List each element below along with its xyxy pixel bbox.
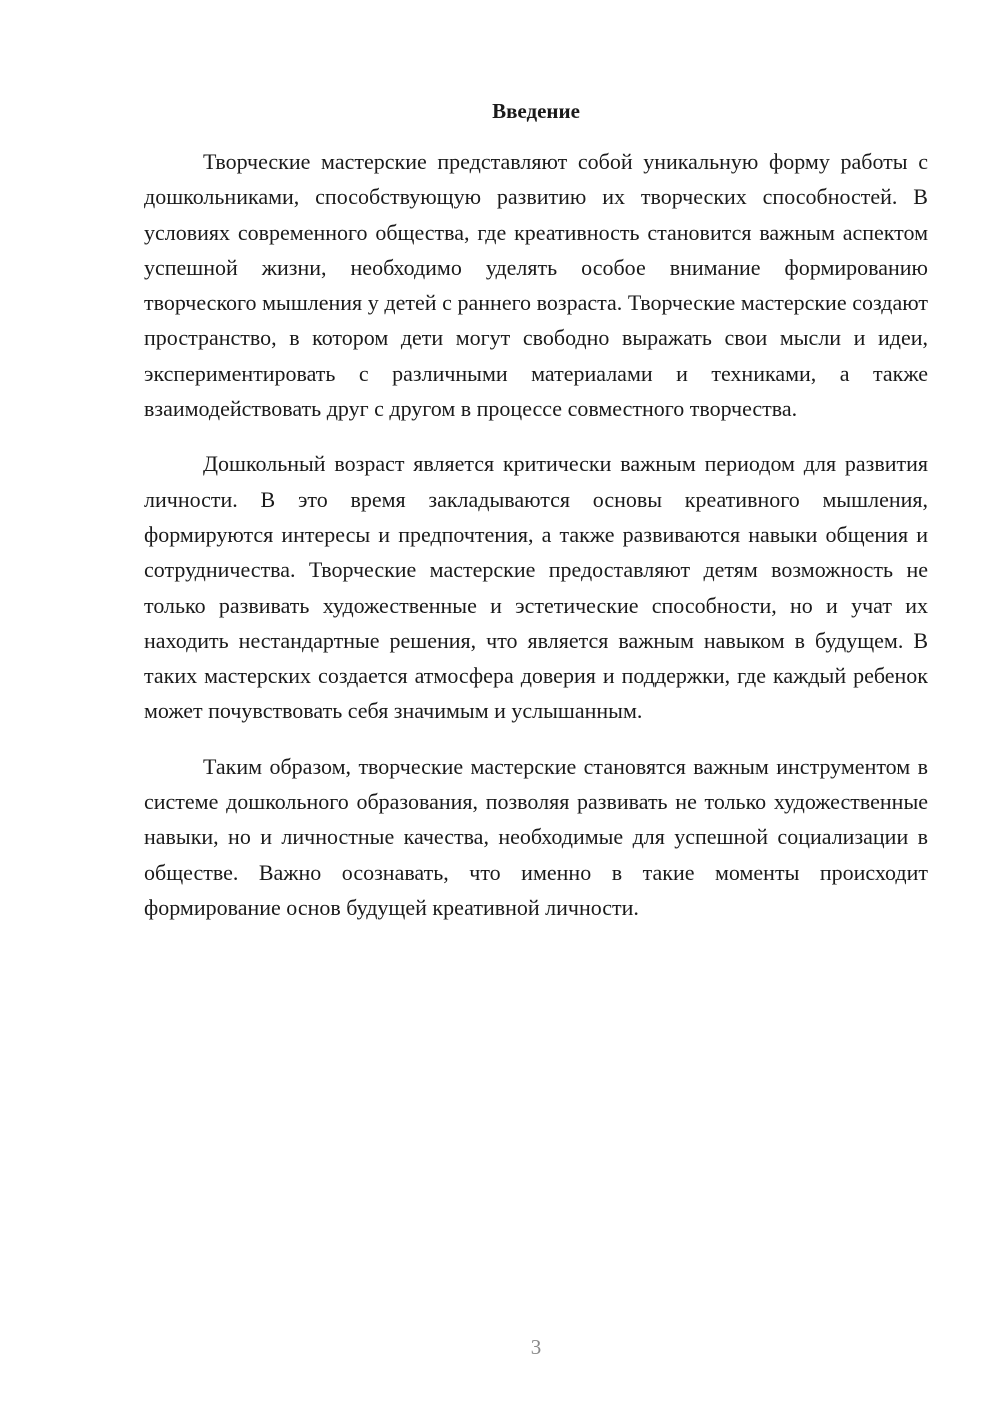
- section-title: Введение: [492, 99, 580, 123]
- page-number: 3: [530, 1335, 542, 1359]
- paragraph-3: Таким образом, творческие мастерские становятся важным инструментом в системе дошкольного образования, позволяя развивать не только художественные навыки, но и личностные качества, необходимые для успешной социализации в обществе. Важно осознавать, что именно в такие моменты происходит формирование основ будущей креативной личности.: [144, 753, 928, 920]
- body-text: [144, 144, 928, 945]
- paragraph-2: Дошкольный возраст является критически важным периодом для развития личности. В это время закладываются основы креативного мышления, формируются интересы и предпочтения, а также развиваются навыки общения и сотрудничества. Творческие мастерские предоставляют детям возможность не только развивать художественные и эстетические способности, но и учат их находить нестандартные решения, что является важным навыком в будущем. В таких мастерских создается атмосфера доверия и поддержки, где каждый ребенок может почувствовать себя значимым и услышанным.: [144, 451, 928, 724]
- paragraph-1: Творческие мастерские представляют собой уникальную форму работы с дошкольниками, способствующую развитию их творческих способностей. В условиях современного общества, где креативность становится важным аспектом успешной жизни, необходимо уделять особое внимание формированию творческого мышления у детей с раннего возраста. Творческие мастерские создают пространство, в котором дети могут свободно выражать свои мысли и идеи, экспериментировать с различными материалами и техниками, а также взаимодействовать друг с другом в процессе совместного творчества.: [144, 149, 928, 422]
